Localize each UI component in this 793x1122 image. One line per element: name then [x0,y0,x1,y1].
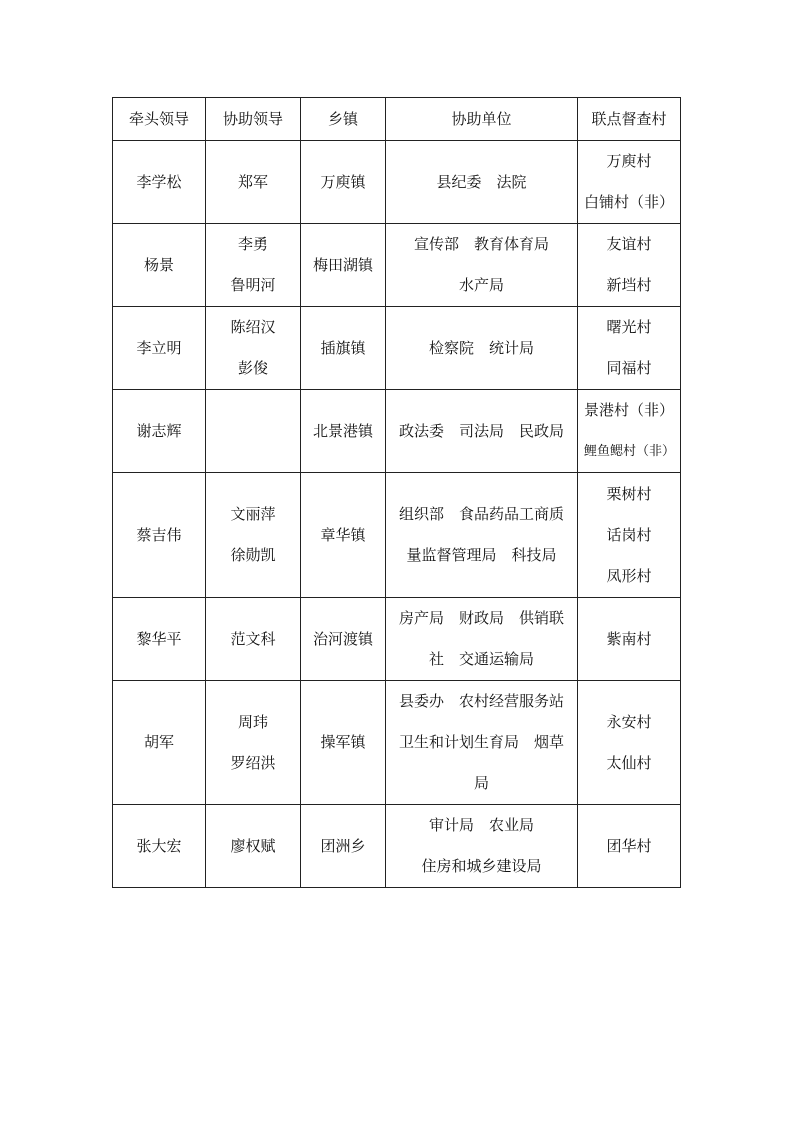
assisting-unit-line: 审计局 农业局 [428,816,534,834]
assisting-unit-line: 住房和城乡建设局 [421,857,542,875]
assistant-leader-cell [206,805,301,888]
village-cell [578,681,681,805]
lead-leader-cell: 黎华平 [113,598,206,681]
assistant-leader: 徐勋凯 [230,546,276,564]
assistant-leader: 范文科 [230,629,276,648]
table-row [113,473,681,598]
village: 太仙村 [606,753,652,772]
assistant-leader: 李勇 [237,235,268,253]
town-cell: 梅田湖镇 [301,224,386,307]
lead-leader-cell: 杨景 [113,224,206,307]
assisting-unit-cell [386,473,578,598]
village: 鲤鱼鳃村（非） [584,444,676,459]
assisting-unit-text: 县纪委 法院 [436,172,527,191]
assisting-unit-cell [386,224,578,307]
table-row [113,307,681,390]
lead-leader-cell: 李立明 [113,307,206,390]
assignment-table [112,97,681,888]
town-cell: 操军镇 [301,681,386,805]
assistant-leader: 郑军 [237,172,268,191]
assistant-leader: 周玮 [237,712,268,731]
assisting-unit-cell [386,141,578,224]
assisting-unit-line: 宣传部 教育体育局 [413,235,549,253]
village-cell [578,224,681,307]
village: 友谊村 [606,235,652,253]
assistant-leader-cell [206,390,301,473]
village: 曙光村 [606,318,652,336]
assistant-leader: 廖权赋 [230,836,276,855]
assisting-unit-cell [386,681,578,805]
table-header-row [113,98,681,141]
village-cell [578,598,681,681]
assistant-leader-cell [206,681,301,805]
village: 栗树村 [606,484,652,503]
village-cell [578,390,681,473]
assisting-unit-cell [386,390,578,473]
town-cell: 北景港镇 [301,390,386,473]
assisting-unit-cell [386,307,578,390]
village: 紫南村 [606,629,652,648]
assistant-leader-cell [206,598,301,681]
assistant-leader-cell [206,224,301,307]
assistant-leader: 陈绍汉 [230,318,276,336]
village: 永安村 [606,712,652,731]
village: 白铺村（非） [584,193,675,211]
village-cell [578,805,681,888]
table-row [113,805,681,888]
header-assisting-unit: 协助单位 [386,98,578,141]
assisting-unit-cell [386,805,578,888]
lead-leader-cell: 胡军 [113,681,206,805]
town-cell: 万庾镇 [301,141,386,224]
village-cell [578,473,681,598]
village: 新垱村 [606,276,652,294]
assistant-leader: 文丽萍 [230,505,276,523]
assistant-leader: 彭俊 [237,359,268,377]
header-lead-leader: 牵头领导 [113,98,206,141]
village-cell [578,141,681,224]
town-cell: 插旗镇 [301,307,386,390]
assisting-unit-text: 检察院 统计局 [428,338,534,357]
table-row [113,598,681,681]
assisting-unit-line: 组织部 食品药品工商质 [398,505,564,523]
header-assistant-leader: 协助领导 [206,98,301,141]
assisting-unit-line: 县委办 农村经营服务站 [398,692,564,710]
assisting-unit-text: 政法委 司法局 民政局 [398,421,564,440]
table-row [113,681,681,805]
assisting-unit-cell [386,598,578,681]
assisting-unit-line: 社 交通运输局 [428,650,534,668]
assisting-unit-line: 水产局 [458,276,504,294]
table-row [113,224,681,307]
lead-leader-cell: 李学松 [113,141,206,224]
village: 同福村 [606,359,652,377]
assistant-leader-cell [206,307,301,390]
table-row [113,141,681,224]
assistant-leader-cell [206,141,301,224]
village: 团华村 [606,836,652,855]
header-supervised-village: 联点督查村 [578,98,681,141]
town-cell: 章华镇 [301,473,386,598]
assisting-unit-line: 局 [473,774,489,792]
village: 话岗村 [606,525,652,544]
village: 凤形村 [606,566,652,585]
assistant-leader: 鲁明河 [230,276,276,294]
lead-leader-cell: 蔡吉伟 [113,473,206,598]
assistant-leader: 罗绍洪 [230,753,276,772]
table-row [113,390,681,473]
assistant-leader-cell [206,473,301,598]
town-cell: 团洲乡 [301,805,386,888]
header-town: 乡镇 [301,98,386,141]
village-cell [578,307,681,390]
lead-leader-cell: 张大宏 [113,805,206,888]
village: 景港村（非） [584,401,675,419]
assisting-unit-line: 房产局 财政局 供销联 [398,609,564,627]
assisting-unit-line: 量监督管理局 科技局 [406,546,557,564]
village: 万庾村 [606,152,652,170]
lead-leader-cell: 谢志辉 [113,390,206,473]
assisting-unit-line: 卫生和计划生育局 烟草 [398,733,564,751]
town-cell: 治河渡镇 [301,598,386,681]
